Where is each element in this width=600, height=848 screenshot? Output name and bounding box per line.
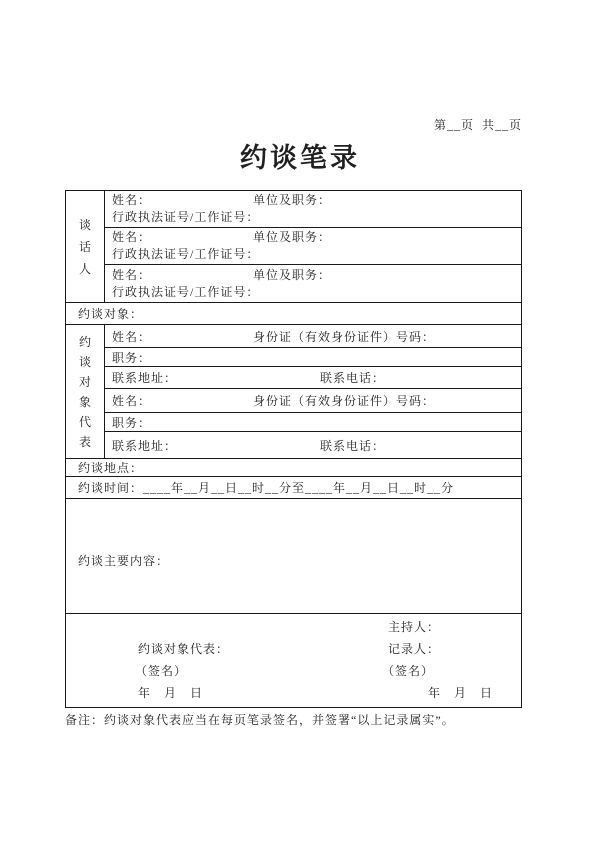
interview-location-label: 约谈地点： xyxy=(78,461,144,475)
host-signature-block xyxy=(382,616,493,704)
representative-signature-label: 约谈对象代表： xyxy=(138,642,230,656)
unit-position-label: 单位及职务： xyxy=(253,267,332,282)
phone-label: 联系电话： xyxy=(320,371,386,385)
table-row xyxy=(66,413,522,432)
interviewer-row-3 xyxy=(105,265,522,303)
representative-section-header xyxy=(66,325,105,459)
interview-subject-row xyxy=(66,303,522,325)
table-row xyxy=(66,367,522,389)
name-label: 姓名： xyxy=(112,267,152,282)
interview-content-row xyxy=(66,499,522,614)
duty-label: 职务： xyxy=(112,350,152,365)
representative-contact-row-1 xyxy=(105,367,522,389)
name-label: 姓名： xyxy=(112,329,152,344)
id-number-label: 身份证（有效身份证件）号码： xyxy=(253,394,436,408)
table-row xyxy=(66,499,522,614)
host-label: 主持人： xyxy=(388,620,441,634)
interview-subject-label: 约谈对象： xyxy=(78,307,144,321)
representative-contact-row-2 xyxy=(105,432,522,459)
table-row xyxy=(66,228,522,265)
unit-position-label: 单位及职务： xyxy=(253,193,332,207)
representative-signature-block xyxy=(135,638,229,704)
recorder-label: 记录人： xyxy=(388,642,441,656)
signature-row xyxy=(66,614,522,708)
interviewer-section-header xyxy=(66,191,105,303)
table-row xyxy=(66,348,522,367)
table-row xyxy=(66,389,522,413)
representative-name-row-2 xyxy=(105,389,522,413)
phone-label: 联系电话： xyxy=(320,438,386,453)
duty-label: 职务： xyxy=(112,415,152,430)
table-row xyxy=(66,325,522,348)
address-label: 联系地址： xyxy=(112,371,178,385)
table-row xyxy=(66,303,522,325)
form-footnote: 备注：约谈对象代表应当在每页笔录签名，并签署“以上记录属实”。 xyxy=(65,713,455,727)
interviewer-vertical-label: 谈话人 xyxy=(78,217,91,276)
table-row xyxy=(66,459,522,477)
date-placeholder: 年 月 日 xyxy=(428,686,494,700)
signature-hint: （签名） xyxy=(135,664,188,678)
signature-hint: （签名） xyxy=(382,664,435,678)
representative-duty-row-1 xyxy=(105,348,522,367)
name-label: 姓名： xyxy=(112,230,152,244)
page-counter: 第__页 共__页 xyxy=(434,118,523,132)
representative-duty-row-2 xyxy=(105,413,522,432)
table-row xyxy=(66,614,522,708)
interviewer-row-2 xyxy=(105,228,522,265)
table-row xyxy=(66,432,522,459)
interview-location-row xyxy=(66,459,522,477)
cert-number-label: 行政执法证号/工作证号： xyxy=(112,247,260,261)
cert-number-label: 行政执法证号/工作证号： xyxy=(112,210,260,224)
address-label: 联系地址： xyxy=(112,438,178,453)
name-label: 姓名： xyxy=(112,193,152,207)
interview-content-label: 约谈主要内容： xyxy=(78,553,170,568)
unit-position-label: 单位及职务： xyxy=(253,230,332,244)
representative-name-row-1 xyxy=(105,325,522,348)
table-row xyxy=(66,477,522,499)
name-label: 姓名： xyxy=(112,394,152,408)
representative-vertical-label: 约谈对象代表 xyxy=(78,334,91,449)
document-title: 约谈笔录 xyxy=(240,143,360,173)
interview-time-row xyxy=(66,477,522,499)
interview-form-table xyxy=(65,190,522,708)
interviewer-row-1 xyxy=(105,191,522,228)
table-row xyxy=(66,191,522,228)
id-number-label: 身份证（有效身份证件）号码： xyxy=(253,329,436,344)
cert-number-label: 行政执法证号/工作证号： xyxy=(112,284,260,299)
date-placeholder: 年 月 日 xyxy=(138,686,204,700)
interview-time-label: 约谈时间：____年__月__日__时__分至____年__月__日__时__分 xyxy=(78,481,455,495)
table-row xyxy=(66,265,522,303)
